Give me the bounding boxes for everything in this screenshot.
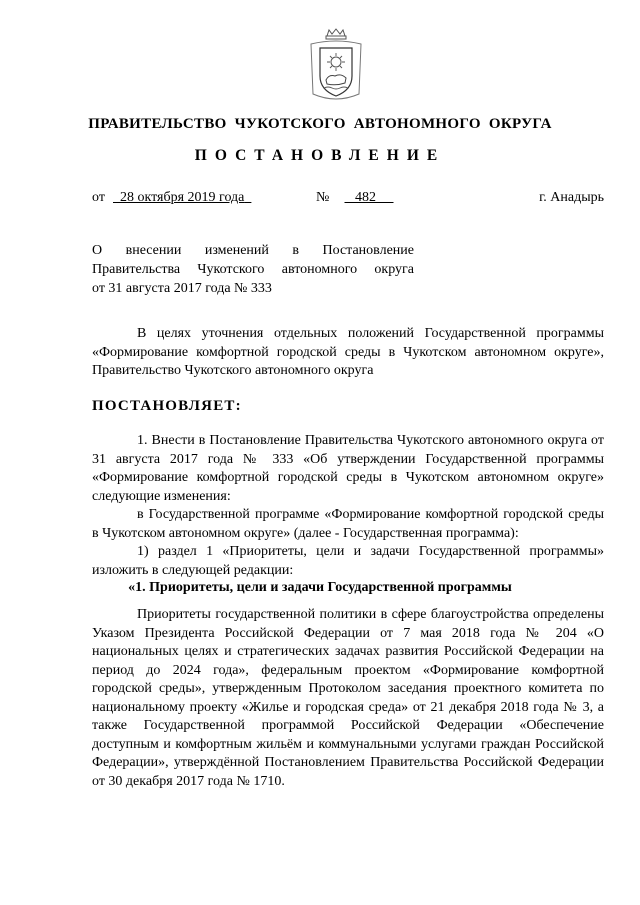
subject-line: от 31 августа 2017 года № 333 bbox=[92, 281, 272, 296]
item-paragraph-1: 1. Внести в Постановление Правительства Чукотского автономного округа от 31 августа 2017 года № 333 «Об утверждении Государственной программы «Формирование комфортной городской среды в Чукотском автономном округе» следующие изменения: bbox=[92, 433, 604, 504]
decree-items bbox=[92, 432, 604, 580]
preamble-paragraph: В целях уточнения отдельных положений Государственной программы «Формирование комфортной городской среды в Чукотском автономном округе», Правительство Чукотского автономного округа bbox=[92, 326, 604, 378]
coat-of-arms-chukotka-icon bbox=[305, 28, 367, 106]
item-paragraph-2: в Государственной программе «Формирование комфортной городской среды в Чукотском автономном округе» (далее - Государственная программа): bbox=[92, 507, 604, 541]
subject-line: Правительства Чукотского автономного округа bbox=[92, 262, 414, 277]
number-prefix: № bbox=[316, 190, 330, 205]
city-name: г. Анадырь bbox=[539, 190, 604, 205]
document-subject bbox=[92, 241, 414, 298]
organization-title: ПРАВИТЕЛЬСТВО ЧУКОТСКОГО АВТОНОМНОГО ОКРУГА bbox=[88, 116, 552, 132]
subject-line: О внесении изменений в Постановление bbox=[92, 243, 414, 258]
document-meta-row bbox=[92, 190, 604, 210]
date-prefix: от bbox=[92, 190, 105, 205]
section-paragraph: Приоритеты государственной политики в сфере благоустройства определены Указом Президента Российской Федерации от 7 мая 2018 года № 204 «О национальных целях и стратегических задачах развития Российской Федерации на период до 2024 года», федеральным проектом «Формирование комфортной городской среды», утвержденным Протоколом заседания проектного комитета по национальному проекту «Жилье и городская среда» от 21 декабря 2018 года № 3, а также Государственной программой Российской Федерации «Обеспечение доступным и комфортным жильём и коммунальными услугами граждан Российской Федерации», утверждённой Постановлением Правительства Российской Федерации от 30 декабря 2017 года № 1710. bbox=[92, 607, 604, 789]
document-number: 482 bbox=[355, 190, 376, 205]
section-heading: «1. Приоритеты, цели и задачи Государственной программы bbox=[128, 580, 512, 595]
preamble-section bbox=[92, 325, 604, 381]
section-body bbox=[92, 606, 604, 791]
document-date: 28 октября 2019 года bbox=[120, 190, 245, 205]
document-type-heading: ПОСТАНОВЛЕНИЕ bbox=[194, 147, 446, 164]
decree-heading: ПОСТАНОВЛЯЕТ: bbox=[92, 398, 242, 414]
item-paragraph-3: 1) раздел 1 «Приоритеты, цели и задачи Государственной программы» изложить в следующей редакции: bbox=[92, 544, 604, 578]
